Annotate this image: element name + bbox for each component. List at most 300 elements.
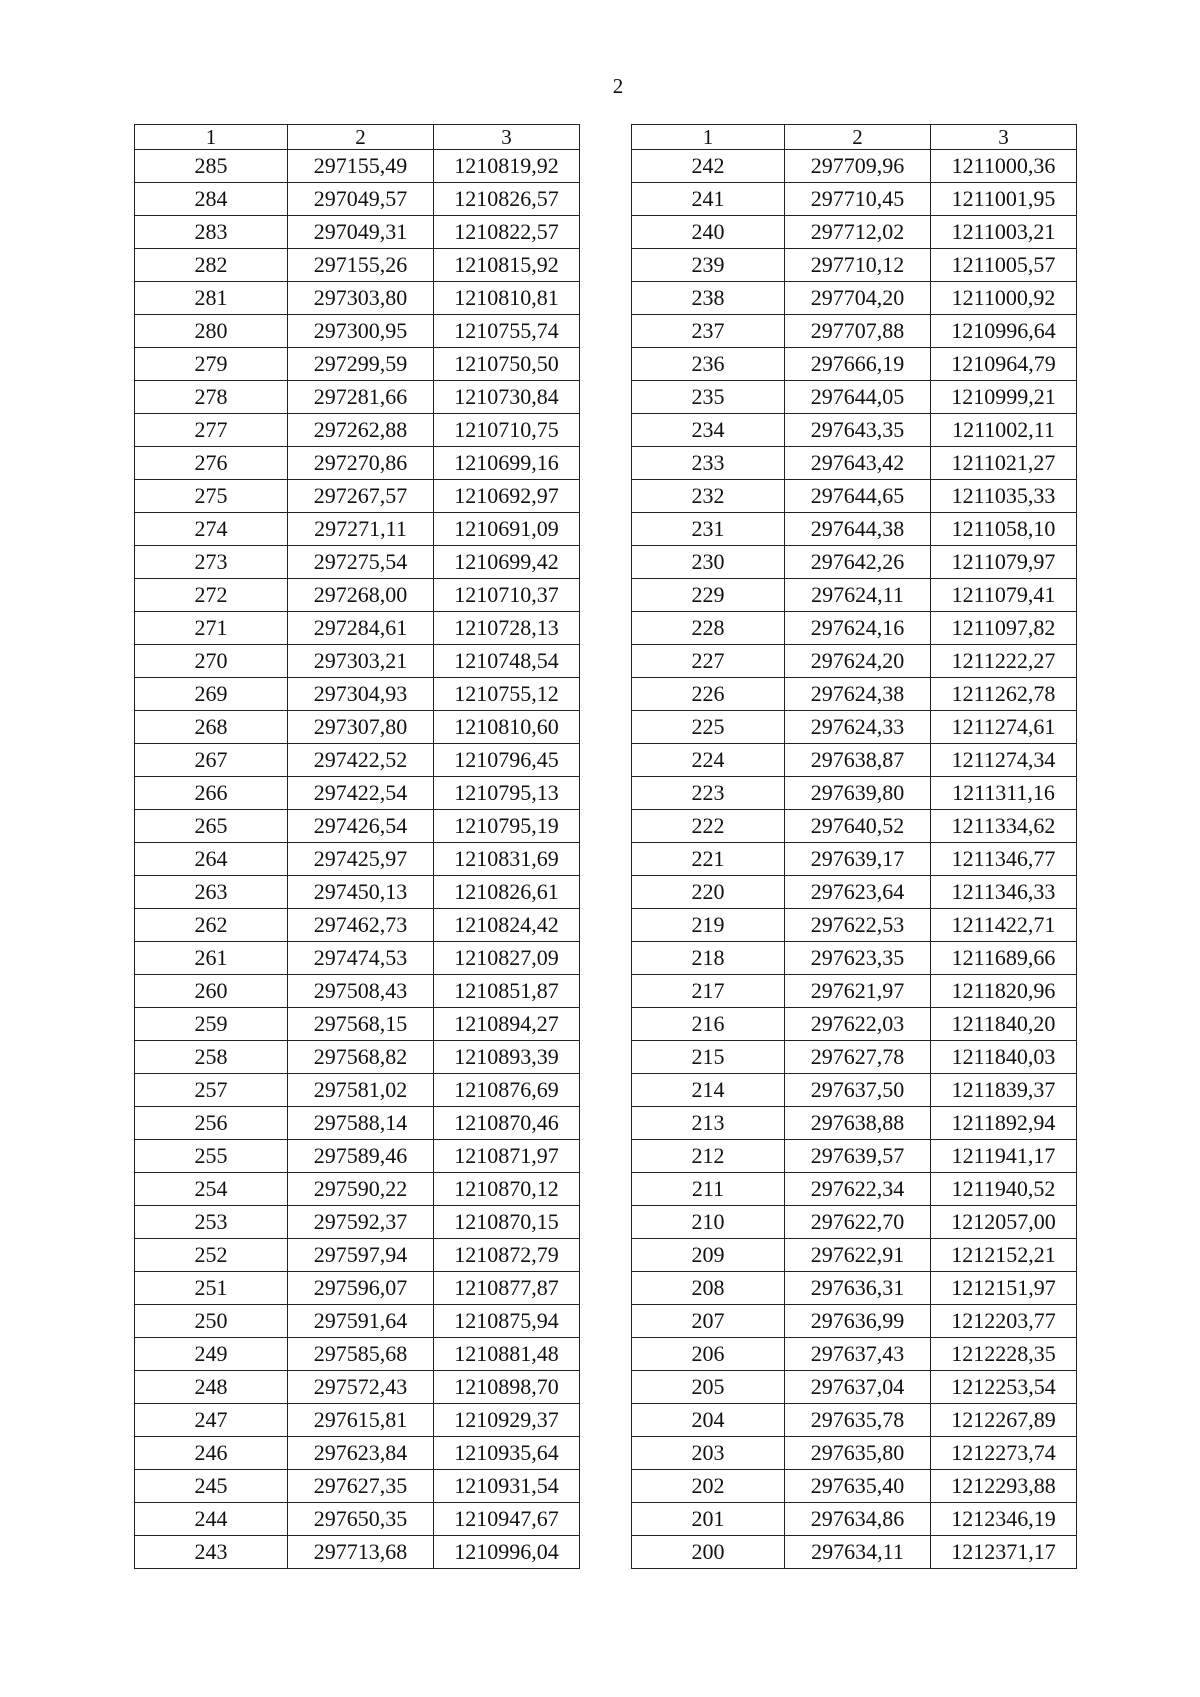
table-row: [632, 876, 1077, 909]
point-number-cell: 206: [632, 1338, 785, 1371]
y-coordinate-cell: 1211346,33: [931, 876, 1077, 909]
x-coordinate-cell: 297299,59: [288, 348, 434, 381]
point-number-cell: 223: [632, 777, 785, 810]
y-coordinate-cell: 1210935,64: [434, 1437, 580, 1470]
point-number-cell: 207: [632, 1305, 785, 1338]
point-number-cell: 235: [632, 381, 785, 414]
x-coordinate-cell: 297585,68: [288, 1338, 434, 1371]
table-row: [135, 513, 580, 546]
point-number-cell: 279: [135, 348, 288, 381]
x-coordinate-cell: 297568,15: [288, 1008, 434, 1041]
x-coordinate-cell: 297592,37: [288, 1206, 434, 1239]
point-number-cell: 216: [632, 1008, 785, 1041]
y-coordinate-cell: 1210822,57: [434, 216, 580, 249]
x-coordinate-cell: 297271,11: [288, 513, 434, 546]
x-coordinate-cell: 297621,97: [785, 975, 931, 1008]
x-coordinate-cell: 297450,13: [288, 876, 434, 909]
table-row: [632, 1371, 1077, 1404]
column-header-y: 3: [931, 125, 1077, 150]
y-coordinate-cell: 1211035,33: [931, 480, 1077, 513]
point-number-cell: 231: [632, 513, 785, 546]
point-number-cell: 243: [135, 1536, 288, 1569]
table-row: [632, 1041, 1077, 1074]
table-body-left: [135, 150, 580, 1569]
x-coordinate-cell: 297624,16: [785, 612, 931, 645]
point-number-cell: 257: [135, 1074, 288, 1107]
table-row: [135, 810, 580, 843]
table-row: [135, 1404, 580, 1437]
point-number-cell: 236: [632, 348, 785, 381]
y-coordinate-cell: 1212057,00: [931, 1206, 1077, 1239]
x-coordinate-cell: 297588,14: [288, 1107, 434, 1140]
point-number-cell: 251: [135, 1272, 288, 1305]
point-number-cell: 205: [632, 1371, 785, 1404]
table-row: [135, 183, 580, 216]
point-number-cell: 234: [632, 414, 785, 447]
y-coordinate-cell: 1212273,74: [931, 1437, 1077, 1470]
point-number-cell: 259: [135, 1008, 288, 1041]
column-header-point: 1: [632, 125, 785, 150]
y-coordinate-cell: 1212293,88: [931, 1470, 1077, 1503]
y-coordinate-cell: 1212371,17: [931, 1536, 1077, 1569]
point-number-cell: 275: [135, 480, 288, 513]
y-coordinate-cell: 1211097,82: [931, 612, 1077, 645]
x-coordinate-cell: 297636,99: [785, 1305, 931, 1338]
table-row: [135, 315, 580, 348]
table-row: [632, 1437, 1077, 1470]
table-row: [135, 1206, 580, 1239]
point-number-cell: 245: [135, 1470, 288, 1503]
point-number-cell: 285: [135, 150, 288, 183]
x-coordinate-cell: 297422,52: [288, 744, 434, 777]
x-coordinate-cell: 297049,57: [288, 183, 434, 216]
x-coordinate-cell: 297155,26: [288, 249, 434, 282]
table-row: [135, 216, 580, 249]
y-coordinate-cell: 1210851,87: [434, 975, 580, 1008]
point-number-cell: 253: [135, 1206, 288, 1239]
x-coordinate-cell: 297636,31: [785, 1272, 931, 1305]
table-row: [135, 1371, 580, 1404]
x-coordinate-cell: 297622,03: [785, 1008, 931, 1041]
y-coordinate-cell: 1210947,67: [434, 1503, 580, 1536]
y-coordinate-cell: 1211940,52: [931, 1173, 1077, 1206]
point-number-cell: 212: [632, 1140, 785, 1173]
point-number-cell: 248: [135, 1371, 288, 1404]
y-coordinate-cell: 1210877,87: [434, 1272, 580, 1305]
point-number-cell: 204: [632, 1404, 785, 1437]
x-coordinate-cell: 297624,11: [785, 579, 931, 612]
x-coordinate-cell: 297622,34: [785, 1173, 931, 1206]
y-coordinate-cell: 1210898,70: [434, 1371, 580, 1404]
y-coordinate-cell: 1211079,41: [931, 579, 1077, 612]
y-coordinate-cell: 1210871,97: [434, 1140, 580, 1173]
x-coordinate-cell: 297635,40: [785, 1470, 931, 1503]
point-number-cell: 209: [632, 1239, 785, 1272]
table-row: [632, 1074, 1077, 1107]
x-coordinate-cell: 297589,46: [288, 1140, 434, 1173]
table-row: [135, 1140, 580, 1173]
point-number-cell: 232: [632, 480, 785, 513]
x-coordinate-cell: 297637,50: [785, 1074, 931, 1107]
point-number-cell: 261: [135, 942, 288, 975]
y-coordinate-cell: 1211058,10: [931, 513, 1077, 546]
point-number-cell: 233: [632, 447, 785, 480]
column-header-x: 2: [785, 125, 931, 150]
y-coordinate-cell: 1211001,95: [931, 183, 1077, 216]
x-coordinate-cell: 297303,21: [288, 645, 434, 678]
table-row: [632, 645, 1077, 678]
y-coordinate-cell: 1210929,37: [434, 1404, 580, 1437]
point-number-cell: 274: [135, 513, 288, 546]
y-coordinate-cell: 1212203,77: [931, 1305, 1077, 1338]
x-coordinate-cell: 297281,66: [288, 381, 434, 414]
y-coordinate-cell: 1212228,35: [931, 1338, 1077, 1371]
x-coordinate-cell: 297304,93: [288, 678, 434, 711]
table-row: [632, 744, 1077, 777]
point-number-cell: 262: [135, 909, 288, 942]
x-coordinate-cell: 297637,04: [785, 1371, 931, 1404]
y-coordinate-cell: 1211941,17: [931, 1140, 1077, 1173]
point-number-cell: 227: [632, 645, 785, 678]
x-coordinate-cell: 297666,19: [785, 348, 931, 381]
x-coordinate-cell: 297275,54: [288, 546, 434, 579]
table-row: [632, 480, 1077, 513]
table-row: [632, 777, 1077, 810]
x-coordinate-cell: 297422,54: [288, 777, 434, 810]
y-coordinate-cell: 1210893,39: [434, 1041, 580, 1074]
column-header-y: 3: [434, 125, 580, 150]
table-body-right: [632, 150, 1077, 1569]
table-row: [135, 348, 580, 381]
x-coordinate-cell: 297639,57: [785, 1140, 931, 1173]
table-row: [135, 1470, 580, 1503]
table-row: [135, 909, 580, 942]
y-coordinate-cell: 1211346,77: [931, 843, 1077, 876]
y-coordinate-cell: 1211079,97: [931, 546, 1077, 579]
y-coordinate-cell: 1210876,69: [434, 1074, 580, 1107]
y-coordinate-cell: 1211005,57: [931, 249, 1077, 282]
table-row: [632, 975, 1077, 1008]
y-coordinate-cell: 1211689,66: [931, 942, 1077, 975]
table-row: [135, 282, 580, 315]
y-coordinate-cell: 1210748,54: [434, 645, 580, 678]
y-coordinate-cell: 1211274,61: [931, 711, 1077, 744]
point-number-cell: 266: [135, 777, 288, 810]
table-row: [135, 480, 580, 513]
x-coordinate-cell: 297284,61: [288, 612, 434, 645]
x-coordinate-cell: 297635,80: [785, 1437, 931, 1470]
table-row: [632, 1338, 1077, 1371]
x-coordinate-cell: 297581,02: [288, 1074, 434, 1107]
table-row: [135, 1338, 580, 1371]
table-row: [632, 810, 1077, 843]
point-number-cell: 276: [135, 447, 288, 480]
x-coordinate-cell: 297268,00: [288, 579, 434, 612]
x-coordinate-cell: 297597,94: [288, 1239, 434, 1272]
table-row: [632, 216, 1077, 249]
point-number-cell: 238: [632, 282, 785, 315]
point-number-cell: 239: [632, 249, 785, 282]
y-coordinate-cell: 1212152,21: [931, 1239, 1077, 1272]
x-coordinate-cell: 297644,38: [785, 513, 931, 546]
point-number-cell: 282: [135, 249, 288, 282]
y-coordinate-cell: 1210824,42: [434, 909, 580, 942]
x-coordinate-cell: 297639,17: [785, 843, 931, 876]
point-number-cell: 265: [135, 810, 288, 843]
x-coordinate-cell: 297642,26: [785, 546, 931, 579]
point-number-cell: 281: [135, 282, 288, 315]
table-row: [135, 975, 580, 1008]
x-coordinate-cell: 297572,43: [288, 1371, 434, 1404]
table-row: [135, 1503, 580, 1536]
y-coordinate-cell: 1212151,97: [931, 1272, 1077, 1305]
table-row: [632, 579, 1077, 612]
table-row: [632, 315, 1077, 348]
y-coordinate-cell: 1212346,19: [931, 1503, 1077, 1536]
y-coordinate-cell: 1210870,46: [434, 1107, 580, 1140]
table-row: [135, 942, 580, 975]
y-coordinate-cell: 1210810,60: [434, 711, 580, 744]
x-coordinate-cell: 297650,35: [288, 1503, 434, 1536]
table-row: [135, 1074, 580, 1107]
table-row: [632, 546, 1077, 579]
point-number-cell: 230: [632, 546, 785, 579]
table-row: [135, 1008, 580, 1041]
point-number-cell: 271: [135, 612, 288, 645]
point-number-cell: 228: [632, 612, 785, 645]
x-coordinate-cell: 297622,91: [785, 1239, 931, 1272]
table-row: [632, 1239, 1077, 1272]
y-coordinate-cell: 1210710,37: [434, 579, 580, 612]
table-row: [632, 1140, 1077, 1173]
point-number-cell: 217: [632, 975, 785, 1008]
column-header-point: 1: [135, 125, 288, 150]
point-number-cell: 221: [632, 843, 785, 876]
point-number-cell: 229: [632, 579, 785, 612]
x-coordinate-cell: 297639,80: [785, 777, 931, 810]
y-coordinate-cell: 1210870,15: [434, 1206, 580, 1239]
point-number-cell: 268: [135, 711, 288, 744]
point-number-cell: 250: [135, 1305, 288, 1338]
table-row: [135, 381, 580, 414]
y-coordinate-cell: 1211000,36: [931, 150, 1077, 183]
y-coordinate-cell: 1212253,54: [931, 1371, 1077, 1404]
y-coordinate-cell: 1210875,94: [434, 1305, 580, 1338]
x-coordinate-cell: 297270,86: [288, 447, 434, 480]
x-coordinate-cell: 297622,53: [785, 909, 931, 942]
point-number-cell: 280: [135, 315, 288, 348]
point-number-cell: 201: [632, 1503, 785, 1536]
x-coordinate-cell: 297591,64: [288, 1305, 434, 1338]
x-coordinate-cell: 297643,42: [785, 447, 931, 480]
point-number-cell: 215: [632, 1041, 785, 1074]
page-number: 2: [612, 74, 624, 98]
point-number-cell: 219: [632, 909, 785, 942]
table-row: [135, 612, 580, 645]
y-coordinate-cell: 1211820,96: [931, 975, 1077, 1008]
y-coordinate-cell: 1212267,89: [931, 1404, 1077, 1437]
y-coordinate-cell: 1211840,03: [931, 1041, 1077, 1074]
x-coordinate-cell: 297267,57: [288, 480, 434, 513]
table-row: [135, 876, 580, 909]
table-row: [632, 678, 1077, 711]
point-number-cell: 242: [632, 150, 785, 183]
y-coordinate-cell: 1210692,97: [434, 480, 580, 513]
point-number-cell: 210: [632, 1206, 785, 1239]
x-coordinate-cell: 297615,81: [288, 1404, 434, 1437]
y-coordinate-cell: 1210815,92: [434, 249, 580, 282]
y-coordinate-cell: 1211892,94: [931, 1107, 1077, 1140]
point-number-cell: 226: [632, 678, 785, 711]
point-number-cell: 211: [632, 1173, 785, 1206]
table-row: [135, 447, 580, 480]
x-coordinate-cell: 297712,02: [785, 216, 931, 249]
table-row: [632, 843, 1077, 876]
table-row: [135, 150, 580, 183]
y-coordinate-cell: 1210931,54: [434, 1470, 580, 1503]
table-row: [632, 348, 1077, 381]
x-coordinate-cell: 297624,33: [785, 711, 931, 744]
y-coordinate-cell: 1210870,12: [434, 1173, 580, 1206]
y-coordinate-cell: 1211222,27: [931, 645, 1077, 678]
table-row: [632, 447, 1077, 480]
table-row: [632, 711, 1077, 744]
y-coordinate-cell: 1211002,11: [931, 414, 1077, 447]
table-row: [632, 282, 1077, 315]
table-row: [632, 1470, 1077, 1503]
y-coordinate-cell: 1210795,13: [434, 777, 580, 810]
table-row: [632, 249, 1077, 282]
table-row: [632, 1107, 1077, 1140]
point-number-cell: 214: [632, 1074, 785, 1107]
point-number-cell: 237: [632, 315, 785, 348]
table-row: [632, 1305, 1077, 1338]
x-coordinate-cell: 297623,35: [785, 942, 931, 975]
x-coordinate-cell: 297624,20: [785, 645, 931, 678]
y-coordinate-cell: 1210996,64: [931, 315, 1077, 348]
table-row: [135, 645, 580, 678]
table-row: [135, 1239, 580, 1272]
point-number-cell: 208: [632, 1272, 785, 1305]
y-coordinate-cell: 1210691,09: [434, 513, 580, 546]
table-row: [632, 414, 1077, 447]
y-coordinate-cell: 1210750,50: [434, 348, 580, 381]
y-coordinate-cell: 1210730,84: [434, 381, 580, 414]
table-row: [135, 546, 580, 579]
table-row: [135, 579, 580, 612]
y-coordinate-cell: 1210827,09: [434, 942, 580, 975]
table-row: [632, 150, 1077, 183]
table-row: [632, 1206, 1077, 1239]
y-coordinate-cell: 1210795,19: [434, 810, 580, 843]
x-coordinate-cell: 297049,31: [288, 216, 434, 249]
point-number-cell: 249: [135, 1338, 288, 1371]
point-number-cell: 278: [135, 381, 288, 414]
table-row: [135, 843, 580, 876]
x-coordinate-cell: 297426,54: [288, 810, 434, 843]
table-row: [135, 414, 580, 447]
table-row: [135, 1437, 580, 1470]
y-coordinate-cell: 1210826,57: [434, 183, 580, 216]
table-row: [632, 909, 1077, 942]
x-coordinate-cell: 297638,88: [785, 1107, 931, 1140]
table-row: [632, 942, 1077, 975]
table-row: [632, 1008, 1077, 1041]
y-coordinate-cell: 1210881,48: [434, 1338, 580, 1371]
point-number-cell: 260: [135, 975, 288, 1008]
point-number-cell: 213: [632, 1107, 785, 1140]
x-coordinate-cell: 297638,87: [785, 744, 931, 777]
table-row: [135, 1173, 580, 1206]
table-row: [135, 1305, 580, 1338]
y-coordinate-cell: 1211262,78: [931, 678, 1077, 711]
x-coordinate-cell: 297462,73: [288, 909, 434, 942]
table-row: [632, 183, 1077, 216]
table-row: [632, 1503, 1077, 1536]
point-number-cell: 269: [135, 678, 288, 711]
table-row: [632, 513, 1077, 546]
point-number-cell: 263: [135, 876, 288, 909]
x-coordinate-cell: 297262,88: [288, 414, 434, 447]
table-row: [135, 249, 580, 282]
point-number-cell: 225: [632, 711, 785, 744]
y-coordinate-cell: 1210699,42: [434, 546, 580, 579]
point-number-cell: 224: [632, 744, 785, 777]
point-number-cell: 270: [135, 645, 288, 678]
x-coordinate-cell: 297627,78: [785, 1041, 931, 1074]
x-coordinate-cell: 297508,43: [288, 975, 434, 1008]
y-coordinate-cell: 1211274,34: [931, 744, 1077, 777]
y-coordinate-cell: 1210894,27: [434, 1008, 580, 1041]
point-number-cell: 246: [135, 1437, 288, 1470]
x-coordinate-cell: 297704,20: [785, 282, 931, 315]
x-coordinate-cell: 297643,35: [785, 414, 931, 447]
y-coordinate-cell: 1211021,27: [931, 447, 1077, 480]
point-number-cell: 272: [135, 579, 288, 612]
table-row: [135, 744, 580, 777]
x-coordinate-cell: 297709,96: [785, 150, 931, 183]
x-coordinate-cell: 297627,35: [288, 1470, 434, 1503]
point-number-cell: 252: [135, 1239, 288, 1272]
x-coordinate-cell: 297710,45: [785, 183, 931, 216]
point-number-cell: 241: [632, 183, 785, 216]
y-coordinate-cell: 1210755,12: [434, 678, 580, 711]
y-coordinate-cell: 1210755,74: [434, 315, 580, 348]
x-coordinate-cell: 297307,80: [288, 711, 434, 744]
x-coordinate-cell: 297713,68: [288, 1536, 434, 1569]
y-coordinate-cell: 1210831,69: [434, 843, 580, 876]
point-number-cell: 255: [135, 1140, 288, 1173]
x-coordinate-cell: 297623,84: [288, 1437, 434, 1470]
point-number-cell: 264: [135, 843, 288, 876]
y-coordinate-cell: 1211311,16: [931, 777, 1077, 810]
point-number-cell: 273: [135, 546, 288, 579]
x-coordinate-cell: 297707,88: [785, 315, 931, 348]
point-number-cell: 244: [135, 1503, 288, 1536]
x-coordinate-cell: 297644,65: [785, 480, 931, 513]
header-row: [135, 125, 580, 150]
x-coordinate-cell: 297568,82: [288, 1041, 434, 1074]
point-number-cell: 220: [632, 876, 785, 909]
y-coordinate-cell: 1211422,71: [931, 909, 1077, 942]
table-row: [135, 777, 580, 810]
y-coordinate-cell: 1211000,92: [931, 282, 1077, 315]
y-coordinate-cell: 1211840,20: [931, 1008, 1077, 1041]
point-number-cell: 277: [135, 414, 288, 447]
y-coordinate-cell: 1210796,45: [434, 744, 580, 777]
header-row: [632, 125, 1077, 150]
table-row: [135, 1272, 580, 1305]
